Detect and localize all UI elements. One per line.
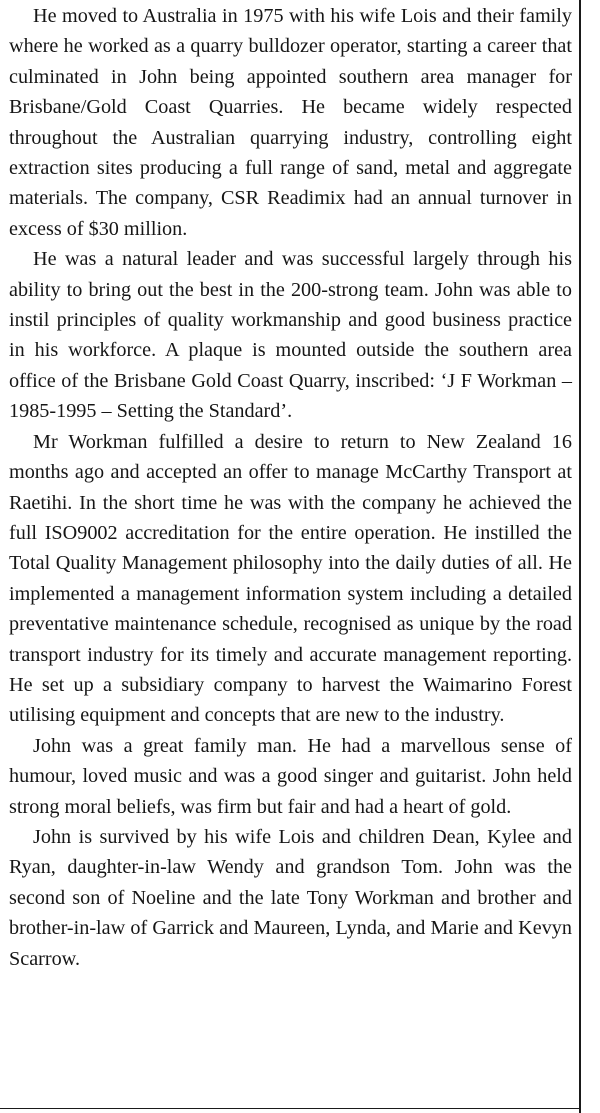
column-divider-rule	[579, 0, 581, 1113]
paragraph-leadership: He was a natural leader and was successful largely through his ability to bring out the best in the 200-strong team. John was able to instil principles of quality workmanship and good business practice in his workforce. A plaque is mounted outside the southern area office of the Brisbane Gold Coast Quarry, inscribed: ‘J F Workman – 1985-1995 – Setting the Standard’.	[9, 248, 572, 423]
obituary-text-column	[9, 1, 572, 974]
paragraph-new-zealand-return: Mr Workman fulfilled a desire to return to New Zealand 16 months ago and accepted an offer to manage McCarthy Transport at Raetihi. In the short time he was with the company he achieved the full ISO9002 accreditation for the entire operation. He instilled the Total Quality Management philosophy into the daily duties of all. He implemented a management information system including a detailed preventative maintenance schedule, recognised as unique by the road transport industry for its timely and accurate management reporting. He set up a subsidiary company to harvest the Waimarino Forest utilising equipment and concepts that are new to the industry.	[9, 430, 572, 727]
paragraph-career-australia: He moved to Australia in 1975 with his wife Lois and their family where he worked as a quarry bulldozer operator, starting a career that culminated in John being appointed southern area manager for Brisbane/Gold Coast Quarries. He became widely respected throughout the Australian quarrying industry, controlling eight extraction sites producing a full range of sand, metal and aggregate materials. The company, CSR Readimix had an annual turnover in excess of $30 million.	[9, 5, 572, 240]
paragraph-family-man: John was a great family man. He had a marvellous sense of humour, loved music and was a good singer and guitarist. John held strong moral beliefs, was firm but fair and had a heart of gold.	[9, 734, 572, 818]
bottom-border-rule	[0, 1108, 581, 1109]
paragraph-survived-by: John is survived by his wife Lois and children Dean, Kylee and Ryan, daughter-in-law Wendy and grandson Tom. John was the second son of Noeline and the late Tony Workman and brother and brother-in-law of Garrick and Maureen, Lynda, and Marie and Kevyn Scarrow.	[9, 825, 572, 970]
